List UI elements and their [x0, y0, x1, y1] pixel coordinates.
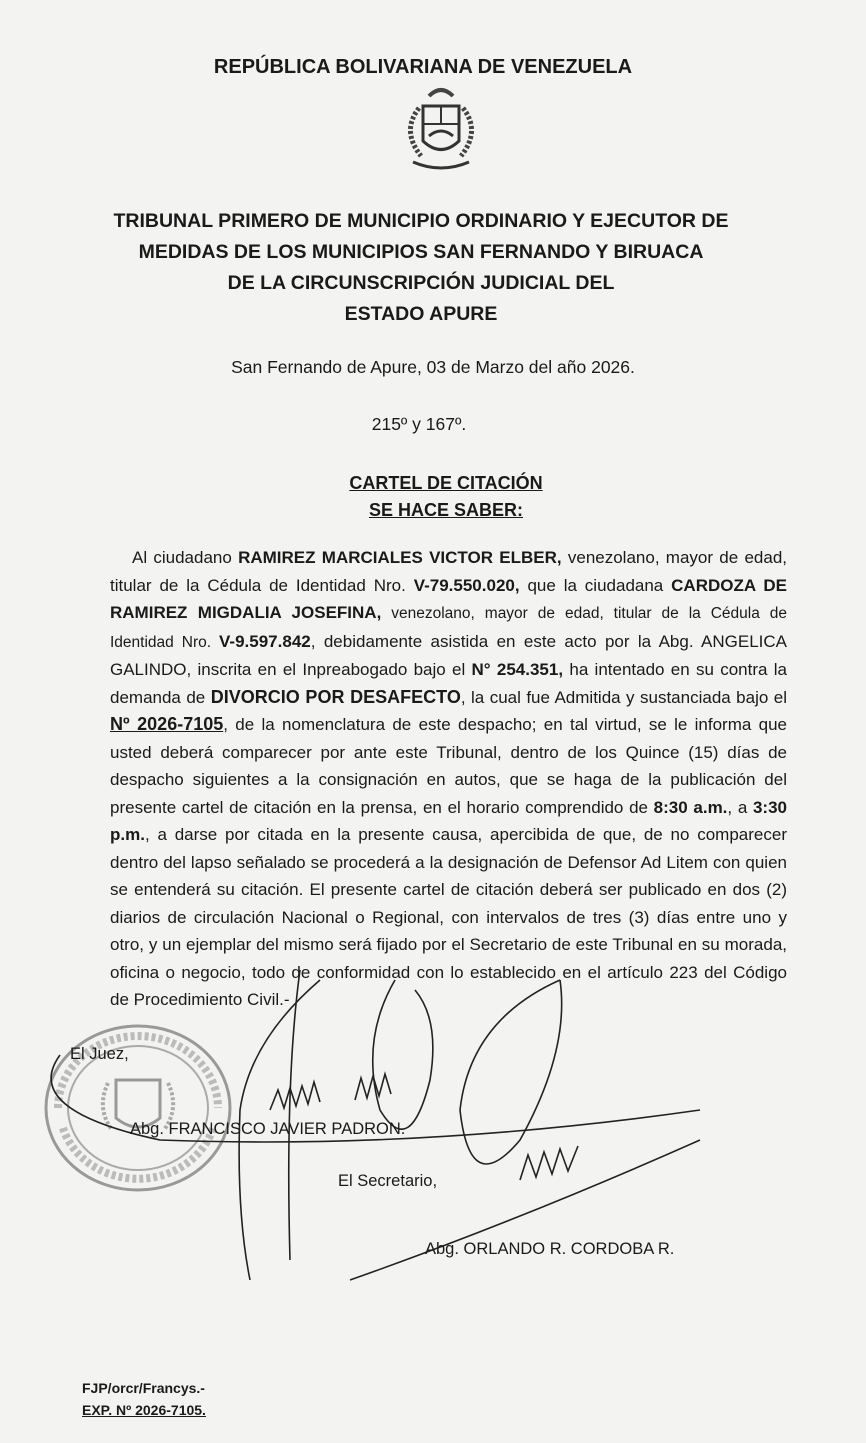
judge-label: El Juez, [70, 1045, 129, 1063]
court-line: MEDIDAS DE LOS MUNICIPIOS SAN FERNANDO Y BIRUACA [138, 241, 704, 263]
court-line: TRIBUNAL PRIMERO DE MUNICIPIO ORDINARIO Y EJECUTOR DE [113, 210, 729, 232]
text: ha intentado en su contra la demanda de [110, 660, 787, 707]
text: , a darse por citada en la presente causa, apercibida de que, de no comparecer dentro del lapso señalado se procederá a la designación de Defensor Ad Litem con quien se entenderá su citación. El presente cartel de citación deberá ser publicado en dos (2) diarios de circulación Nacional o Regional, con intervalos de tres (3) días entre uno y otro, y un ejemplar del mismo será fijado por el Secretario de este Tribunal en su morada, oficina o negocio, todo de conformidad con lo establecido en el artículo 223 del Código de Procedimiento Civil.- [110, 825, 787, 1009]
expedient-number: EXP. Nº 2026-7105. [82, 1402, 206, 1418]
text: , la cual fue Admitida y sustanciada bajo el [460, 687, 787, 707]
text: venezolano, mayor de edad, titular de la Cédula de Identidad Nro. [110, 605, 787, 651]
text: venezolano, mayor de edad, titular de la Cédula de Identidad Nro. [110, 548, 787, 595]
text: , debidamente asistida en este acto por la Abg. ANGELICA GALINDO, inscrita en el Inpreabogado bajo el [110, 631, 787, 679]
inpre-number: N° 254.351, [471, 660, 564, 679]
court-line: ESTADO APURE [344, 303, 498, 325]
text: Al ciudadano [132, 548, 239, 567]
plaintiff-name: CARDOZA DE RAMIREZ MIGDALIA JOSEFINA, [110, 575, 787, 622]
title-line-2: SE HACE SABER: [368, 500, 524, 520]
plaintiff-id: V-9.597.842 [219, 631, 311, 651]
years: 215º y 167º. [371, 414, 467, 434]
text: , de la nomenclatura de este despacho; en tal virtud, se le informa que usted deberá comparecer por ante este Tribunal, dentro de los Quince (15) días de despacho siguientes a la consignación en autos, que se haga de la publicación del presente cartel de citación en la prensa, en el horario comprendido de [110, 715, 788, 817]
case-type: DIVORCIO POR DESAFECTO [210, 686, 461, 707]
body-paragraph [110, 544, 787, 1014]
start-time: 8:30 a.m. [653, 797, 728, 817]
judge-name: Abg. FRANCISCO JAVIER PADRON. [130, 1120, 406, 1138]
secretary-label: El Secretario, [338, 1172, 438, 1190]
defendant-id: V-79.550.020, [413, 575, 520, 595]
country-heading: REPÚBLICA BOLIVARIANA DE VENEZUELA [213, 56, 633, 78]
title-line-1: CARTEL DE CITACIÓN [349, 473, 543, 493]
initials: FJP/orcr/Francys.- [82, 1380, 205, 1396]
text: que la ciudadana [519, 575, 672, 595]
document-title [13, 470, 866, 524]
secretary-name: Abg. ORLANDO R. CORDOBA R. [425, 1240, 675, 1258]
text: , a [727, 797, 753, 817]
place-date: San Fernando de Apure, 03 de Marzo del año 2026. [231, 357, 635, 377]
coat-of-arms-icon [393, 86, 489, 178]
court-name [0, 206, 854, 330]
case-number: Nº 2026-7105 [110, 714, 224, 734]
defendant-name: RAMIREZ MARCIALES VICTOR ELBER, [238, 548, 562, 567]
end-time: 3:30 p.m. [110, 797, 787, 844]
court-line: DE LA CIRCUNSCRIPCIÓN JUDICIAL DEL [227, 272, 615, 294]
